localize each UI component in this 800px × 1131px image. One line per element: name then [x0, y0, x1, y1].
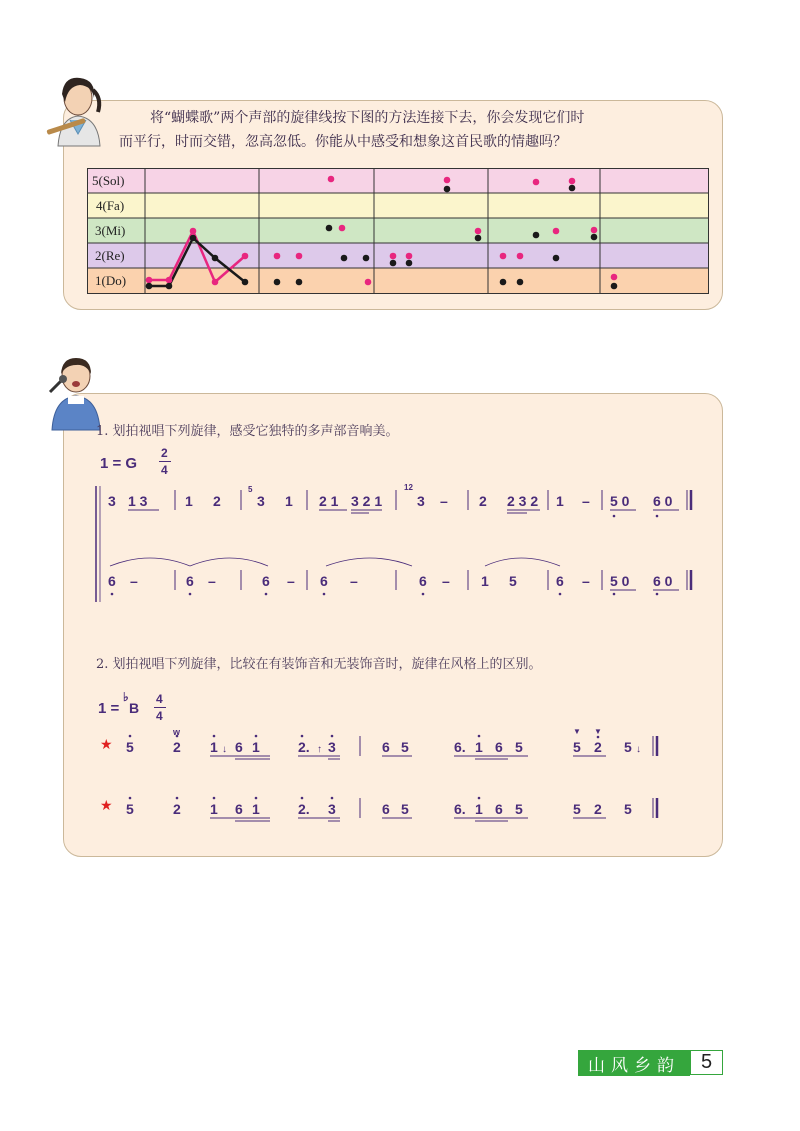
svg-text:2.: 2. [298, 801, 310, 817]
star-icon: ★ [100, 737, 113, 753]
row-label-fa: 4(Fa) [96, 198, 125, 213]
svg-text:3 2 1: 3 2 1 [351, 493, 383, 509]
task2-key-flat: ♭ [123, 690, 129, 704]
svg-text:5: 5 [515, 801, 523, 817]
svg-text:3: 3 [328, 739, 336, 755]
svg-text:5: 5 [509, 573, 517, 589]
svg-text:↑: ↑ [317, 744, 322, 755]
girl-flute-illustration [40, 68, 110, 148]
svg-text:6: 6 [108, 573, 116, 589]
task2-key-prefix: 1 = [98, 700, 120, 717]
footer-unit-title: 山风乡韵 [578, 1050, 690, 1076]
svg-text:2: 2 [594, 801, 602, 817]
svg-text:5: 5 [248, 485, 253, 494]
svg-text:w: w [173, 727, 181, 737]
svg-text:6: 6 [186, 573, 194, 589]
svg-text:2 1: 2 1 [319, 493, 339, 509]
svg-text:5: 5 [624, 739, 632, 755]
svg-text:1 3: 1 3 [128, 493, 148, 509]
svg-text:5 0: 5 0 [610, 493, 630, 509]
svg-text:6: 6 [320, 573, 328, 589]
svg-text:6: 6 [556, 573, 564, 589]
svg-text:6: 6 [235, 739, 243, 755]
svg-text:6.: 6. [454, 739, 466, 755]
svg-text:▼: ▼ [594, 727, 602, 736]
task2-key-note: B [129, 700, 140, 716]
svg-text:1: 1 [252, 801, 260, 817]
task-1-instruction: 1. 划拍视唱下列旋律，感受它独特的多声部音响美。 [96, 424, 399, 439]
svg-text:1: 1 [556, 493, 564, 509]
svg-text:1: 1 [285, 493, 293, 509]
svg-text:6: 6 [382, 801, 390, 817]
svg-text:1: 1 [252, 739, 260, 755]
row-mi [87, 218, 709, 243]
svg-text:–: – [130, 573, 138, 589]
svg-text:–: – [287, 573, 295, 589]
svg-text:2: 2 [479, 493, 487, 509]
svg-text:1: 1 [210, 739, 218, 755]
row-do [87, 268, 709, 293]
task1-time-top: 2 [161, 446, 168, 460]
svg-text:▼: ▼ [573, 727, 581, 736]
svg-text:2: 2 [213, 493, 221, 509]
row-label-mi: 3(Mi) [95, 223, 126, 238]
svg-text:↓: ↓ [636, 744, 641, 755]
svg-text:–: – [350, 573, 358, 589]
svg-text:5: 5 [515, 739, 523, 755]
svg-text:–: – [440, 493, 448, 509]
page-number: 5 [690, 1050, 723, 1075]
boy-microphone-illustration [34, 352, 104, 432]
svg-text:6: 6 [495, 739, 503, 755]
prompt-line-1: 将“蝴蝶歌”两个声部的旋律线按下图的方法连接下去，你会发现它们时 [150, 110, 585, 126]
svg-text:5: 5 [126, 739, 134, 755]
svg-text:6: 6 [382, 739, 390, 755]
svg-text:6 0: 6 0 [653, 493, 673, 509]
svg-text:2: 2 [594, 739, 602, 755]
task-2-instruction: 2. 划拍视唱下列旋律，比较在有装饰音和无装饰音时，旋律在风格上的区别。 [96, 657, 542, 672]
svg-text:12: 12 [404, 483, 413, 492]
task1-key-signature: 1 = G [100, 455, 138, 472]
svg-text:1: 1 [475, 801, 483, 817]
svg-text:–: – [442, 573, 450, 589]
svg-text:5: 5 [401, 739, 409, 755]
prompt-line-2: 而平行，时而交错，忽高忽低。你能从中感受和想象这首民歌的情趣吗？ [119, 134, 567, 150]
svg-text:1: 1 [185, 493, 193, 509]
svg-text:3: 3 [417, 493, 425, 509]
row-label-re: 2(Re) [95, 248, 125, 263]
row-label-do: 1(Do) [95, 273, 127, 288]
row-label-sol: 5(Sol) [92, 173, 125, 188]
star-icon-2: ★ [100, 798, 113, 814]
svg-text:6: 6 [262, 573, 270, 589]
svg-text:3: 3 [108, 493, 116, 509]
row-sol [87, 168, 709, 193]
task2-time-bottom: 4 [156, 709, 163, 723]
row-fa [87, 193, 709, 218]
svg-text:2 3 2: 2 3 2 [507, 493, 539, 509]
svg-text:6: 6 [235, 801, 243, 817]
svg-text:3: 3 [257, 493, 265, 509]
task2-time-top: 4 [156, 692, 163, 706]
svg-text:2: 2 [173, 801, 181, 817]
task1-time-divider [159, 461, 171, 462]
svg-text:1: 1 [481, 573, 489, 589]
svg-text:6.: 6. [454, 801, 466, 817]
svg-text:6 0: 6 0 [653, 573, 673, 589]
svg-text:6: 6 [419, 573, 427, 589]
svg-text:5: 5 [126, 801, 134, 817]
svg-text:–: – [208, 573, 216, 589]
svg-text:3: 3 [328, 801, 336, 817]
svg-text:5: 5 [573, 801, 581, 817]
svg-text:5 0: 5 0 [610, 573, 630, 589]
svg-text:–: – [582, 493, 590, 509]
svg-text:5: 5 [573, 739, 581, 755]
svg-text:↓: ↓ [222, 744, 227, 755]
svg-text:5: 5 [624, 801, 632, 817]
svg-text:1: 1 [475, 739, 483, 755]
svg-text:5: 5 [401, 801, 409, 817]
melody-line-grid [87, 168, 710, 296]
svg-text:2: 2 [173, 739, 181, 755]
svg-text:2.: 2. [298, 739, 310, 755]
task1-time-bottom: 4 [161, 463, 168, 477]
svg-text:1: 1 [210, 801, 218, 817]
svg-text:6: 6 [495, 801, 503, 817]
svg-text:–: – [582, 573, 590, 589]
task1-score [90, 478, 710, 608]
task2-score [118, 722, 678, 832]
task2-time-divider [154, 707, 166, 708]
